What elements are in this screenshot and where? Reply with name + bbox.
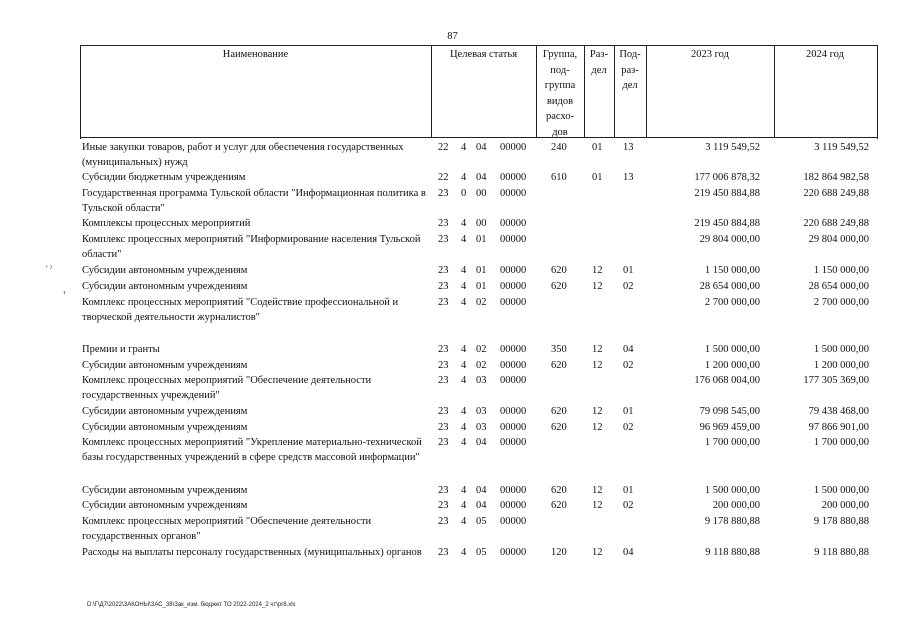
- row-name: Субсидии автономным учреждениям: [82, 422, 248, 433]
- row-value-2024: 1 500 000,00: [813, 485, 869, 496]
- row-value-2023: 177 006 878,32: [694, 172, 760, 183]
- row-grp: 240: [551, 142, 567, 153]
- row-value-2024: 29 804 000,00: [808, 234, 869, 245]
- row-grp: 610: [551, 172, 567, 183]
- row-name: Комплекс процессных мероприятий "Укрепление материально-технической базы государственных учреждений в сфере средств массовой информации": [82, 437, 422, 463]
- row-grp: 620: [551, 500, 567, 511]
- row-d: 00000: [500, 485, 527, 496]
- row-name: Иные закупки товаров, работ и услуг для обеспечения государственных (муниципальных) нужд: [82, 142, 404, 168]
- header-2023: 2023 год: [691, 49, 729, 60]
- row-b: 4: [461, 422, 467, 433]
- header-name: Наименование: [222, 49, 289, 60]
- row-b: 4: [461, 265, 467, 276]
- row-name: Субсидии автономным учреждениям: [82, 360, 248, 371]
- row-value-2023: 9 178 880,88: [704, 516, 760, 527]
- file-path-footer: D:\Г\Д7\2022\ЗАКОНЫ\ЗАС_38\Зак_изм. бюджет ТО 2022-2024_2 чт\pr8.xls: [87, 602, 296, 608]
- row-sub: 02: [623, 281, 634, 292]
- row-d: 00000: [500, 265, 527, 276]
- row-b: 4: [461, 344, 467, 355]
- row-grp: 620: [551, 485, 567, 496]
- header-section: Раз- дел: [589, 49, 609, 76]
- row-value-2023: 1 150 000,00: [704, 265, 760, 276]
- row-b: 0: [461, 188, 467, 199]
- row-d: 00000: [500, 360, 527, 371]
- row-a: 23: [438, 281, 449, 292]
- row-grp: 620: [551, 360, 567, 371]
- row-b: 4: [461, 516, 467, 527]
- row-name: Расходы на выплаты персоналу государственных (муниципальных) органов: [82, 547, 422, 558]
- row-value-2024: 182 864 982,58: [803, 172, 869, 183]
- row-value-2023: 9 118 880,88: [705, 547, 760, 558]
- row-b: 4: [461, 360, 467, 371]
- row-a: 23: [438, 422, 449, 433]
- scan-mark: ' ˀ: [46, 264, 53, 274]
- row-sec: 12: [592, 422, 603, 433]
- row-name: Субсидии автономным учреждениям: [82, 406, 248, 417]
- row-a: 23: [438, 547, 449, 558]
- row-d: 00000: [500, 297, 527, 308]
- row-b: 4: [461, 281, 467, 292]
- header-target: Целевая статья: [449, 49, 518, 60]
- row-c: 05: [476, 547, 487, 558]
- row-b: 4: [461, 406, 467, 417]
- row-name: Комплекс процессных мероприятий "Обеспечение деятельности государственных учреждений": [82, 375, 372, 401]
- row-d: 00000: [500, 375, 527, 386]
- row-sub: 01: [623, 265, 634, 276]
- row-b: 4: [461, 234, 467, 245]
- header-group: Группа, под- группа видов расхо- дов: [542, 49, 578, 138]
- row-sec: 12: [592, 344, 603, 355]
- row-sec: 12: [592, 360, 603, 371]
- row-value-2024: 9 118 880,88: [814, 547, 869, 558]
- row-a: 23: [438, 360, 449, 371]
- row-name: Субсидии автономным учреждениям: [82, 281, 248, 292]
- row-sub: 04: [623, 344, 634, 355]
- row-c: 04: [476, 172, 487, 183]
- row-value-2023: 1 700 000,00: [704, 437, 760, 448]
- row-a: 23: [438, 437, 449, 448]
- row-value-2023: 3 119 549,52: [705, 142, 760, 153]
- row-name: Субсидии бюджетным учреждениям: [82, 172, 246, 183]
- row-sub: 13: [623, 142, 634, 153]
- row-name: Комплекс процессных мероприятий "Обеспечение деятельности государственных органов": [82, 516, 372, 542]
- row-d: 00000: [500, 172, 527, 183]
- row-name: Субсидии автономным учреждениям: [82, 265, 248, 276]
- row-d: 00000: [500, 142, 527, 153]
- row-c: 02: [476, 344, 487, 355]
- row-a: 23: [438, 344, 449, 355]
- row-value-2023: 1 200 000,00: [704, 360, 760, 371]
- row-a: 22: [438, 172, 449, 183]
- row-grp: 620: [551, 406, 567, 417]
- row-a: 23: [438, 500, 449, 511]
- row-c: 04: [476, 500, 487, 511]
- row-d: 00000: [500, 344, 527, 355]
- row-grp: 620: [551, 281, 567, 292]
- row-sub: 04: [623, 547, 634, 558]
- row-sec: 12: [592, 265, 603, 276]
- row-sub: 02: [623, 500, 634, 511]
- row-c: 02: [476, 297, 487, 308]
- row-a: 23: [438, 234, 449, 245]
- row-name: Государственная программа Тульской области "Информационная политика в Тульской области": [82, 188, 426, 214]
- row-sec: 01: [592, 142, 603, 153]
- row-value-2024: 177 305 369,00: [803, 375, 869, 386]
- row-value-2024: 220 688 249,88: [803, 218, 869, 229]
- row-value-2023: 96 969 459,00: [699, 422, 760, 433]
- row-name: Субсидии автономным учреждениям: [82, 500, 248, 511]
- row-d: 00000: [500, 234, 527, 245]
- row-value-2023: 28 654 000,00: [699, 281, 760, 292]
- row-c: 05: [476, 516, 487, 527]
- header-2024: 2024 год: [806, 49, 844, 60]
- row-name: Субсидии автономным учреждениям: [82, 485, 248, 496]
- row-sec: 01: [592, 172, 603, 183]
- row-c: 03: [476, 406, 487, 417]
- row-value-2024: 79 438 468,00: [808, 406, 869, 417]
- row-d: 00000: [500, 516, 527, 527]
- row-value-2023: 200 000,00: [712, 500, 760, 511]
- row-sec: 12: [592, 485, 603, 496]
- row-a: 23: [438, 188, 449, 199]
- row-value-2024: 220 688 249,88: [803, 188, 869, 199]
- row-value-2023: 29 804 000,00: [699, 234, 760, 245]
- row-b: 4: [461, 172, 467, 183]
- row-grp: 120: [551, 547, 567, 558]
- row-a: 23: [438, 516, 449, 527]
- row-value-2024: 200 000,00: [821, 500, 869, 511]
- row-d: 00000: [500, 500, 527, 511]
- row-b: 4: [461, 500, 467, 511]
- row-b: 4: [461, 547, 467, 558]
- row-c: 01: [476, 265, 487, 276]
- row-c: 04: [476, 437, 487, 448]
- row-c: 03: [476, 422, 487, 433]
- row-c: 04: [476, 142, 487, 153]
- row-d: 00000: [500, 281, 527, 292]
- row-grp: 350: [551, 344, 567, 355]
- row-grp: 620: [551, 265, 567, 276]
- row-value-2024: 97 866 901,00: [808, 422, 869, 433]
- row-c: 04: [476, 485, 487, 496]
- row-c: 01: [476, 234, 487, 245]
- row-b: 4: [461, 485, 467, 496]
- row-b: 4: [461, 375, 467, 386]
- row-value-2023: 1 500 000,00: [704, 344, 760, 355]
- row-value-2023: 176 068 004,00: [694, 375, 760, 386]
- row-name: Премии и гранты: [82, 344, 160, 355]
- row-a: 23: [438, 375, 449, 386]
- page-number: 87: [447, 31, 458, 42]
- row-c: 02: [476, 360, 487, 371]
- row-b: 4: [461, 142, 467, 153]
- row-d: 00000: [500, 422, 527, 433]
- row-value-2024: 1 150 000,00: [813, 265, 869, 276]
- row-c: 00: [476, 218, 487, 229]
- row-a: 23: [438, 406, 449, 417]
- row-d: 00000: [500, 218, 527, 229]
- row-sub: 02: [623, 422, 634, 433]
- row-c: 03: [476, 375, 487, 386]
- row-d: 00000: [500, 437, 527, 448]
- row-b: 4: [461, 437, 467, 448]
- row-value-2023: 2 700 000,00: [704, 297, 760, 308]
- row-d: 00000: [500, 406, 527, 417]
- row-sec: 12: [592, 500, 603, 511]
- row-value-2023: 1 500 000,00: [704, 485, 760, 496]
- row-sec: 12: [592, 406, 603, 417]
- row-value-2024: 2 700 000,00: [813, 297, 869, 308]
- row-name: Комплексы процессных мероприятий: [82, 218, 251, 229]
- row-d: 00000: [500, 547, 527, 558]
- row-value-2024: 3 119 549,52: [814, 142, 869, 153]
- row-a: 22: [438, 142, 449, 153]
- row-a: 23: [438, 218, 449, 229]
- row-value-2023: 219 450 884,88: [694, 218, 760, 229]
- row-value-2024: 1 700 000,00: [813, 437, 869, 448]
- row-grp: 620: [551, 422, 567, 433]
- row-a: 23: [438, 297, 449, 308]
- row-value-2023: 79 098 545,00: [699, 406, 760, 417]
- header-subsection: Под- раз- дел: [619, 49, 641, 92]
- row-value-2024: 1 500 000,00: [813, 344, 869, 355]
- row-sub: 01: [623, 406, 634, 417]
- row-name: Комплекс процессных мероприятий "Информирование населения Тульской области": [82, 234, 421, 260]
- row-c: 01: [476, 281, 487, 292]
- row-c: 00: [476, 188, 487, 199]
- row-value-2024: 28 654 000,00: [808, 281, 869, 292]
- row-sub: 13: [623, 172, 634, 183]
- row-sub: 01: [623, 485, 634, 496]
- row-name: Комплекс процессных мероприятий "Содействие профессиональной и творческой деятельности журналистов": [82, 297, 399, 323]
- row-b: 4: [461, 297, 467, 308]
- row-a: 23: [438, 485, 449, 496]
- row-value-2023: 219 450 884,88: [694, 188, 760, 199]
- scan-mark: ‹: [63, 287, 66, 297]
- row-b: 4: [461, 218, 467, 229]
- row-value-2024: 1 200 000,00: [813, 360, 869, 371]
- row-value-2024: 9 178 880,88: [813, 516, 869, 527]
- row-sec: 12: [592, 281, 603, 292]
- row-sub: 02: [623, 360, 634, 371]
- row-a: 23: [438, 265, 449, 276]
- row-d: 00000: [500, 188, 527, 199]
- row-sec: 12: [592, 547, 603, 558]
